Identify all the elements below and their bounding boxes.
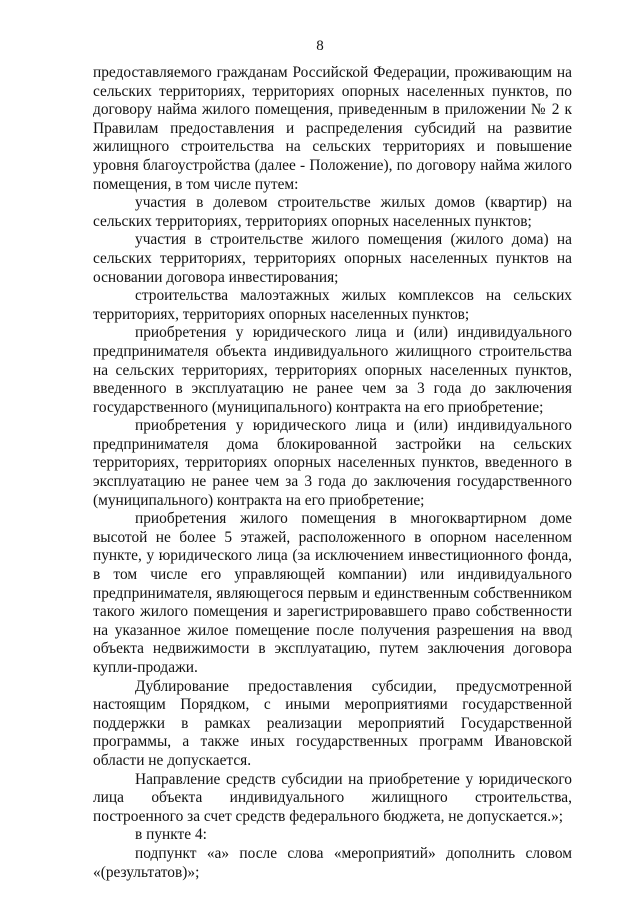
paragraph-subclause-a: подпункт «а» после слова «мероприятий» дополнить словом «(результатов)»;	[93, 844, 572, 881]
paragraph-continuation: предоставляемого гражданам Российской Федерации, проживающим на сельских территориях, территориях опорных населенных пунктов, по договору найма жилого помещения, приведенным в приложении № 2 к Правилам предоставления и распределения субсидий на развитие жилищного строительства на сельских территориях и повышение уровня благоустройства (далее - Положение), по договору найма жилого помещения, в том числе путем:	[93, 64, 572, 193]
paragraph-construction-investment: участия в строительстве жилого помещения (жилого дома) на сельских территориях, территориях опорных населенных пунктов на основании договора инвестирования;	[93, 231, 572, 286]
paragraph-apartment-purchase: приобретения жилого помещения в многоквартирном доме высотой не более 5 этажей, расположенного в опорном населенном пункте, у юридического лица (за исключением инвестиционного фонда, в том числе его управляющей компании) или индивидуального предпринимателя, являющегося первым и единственным собственником такого жилого помещения и зарегистрировавшего право собственности на указанное жилое помещение после получения разрешения на ввод объекта недвижимости в эксплуатацию, путем заключения договора купли-продажи.	[93, 510, 572, 676]
paragraph-shared-construction: участия в долевом строительстве жилых домов (квартир) на сельских территориях, территориях опорных населенных пунктов;	[93, 194, 572, 230]
document-body	[93, 64, 572, 882]
paragraph-low-rise-complexes: строительства малоэтажных жилых комплексов на сельских территориях, территориях опорных населенных пунктов;	[93, 287, 572, 323]
page-number: 8	[316, 38, 324, 54]
paragraph-individual-house-purchase: приобретения у юридического лица и (или) индивидуального предпринимателя объекта индивидуального жилищного строительства на сельских территориях, территориях опорных населенных пунктов, введенного в эксплуатацию не ранее чем за 3 года до заключения государственного (муниципального) контракта на его приобретение;	[93, 324, 572, 416]
paragraph-block-house-purchase: приобретения у юридического лица и (или) индивидуального предпринимателя дома блокированной застройки на сельских территориях, территориях опорных населенных пунктов, введенного в эксплуатацию не ранее чем за 3 года до заключения государственного (муниципального) контракта на его приобретение;	[93, 417, 572, 509]
paragraph-federal-funds: Направление средств субсидии на приобретение у юридического лица объекта индивидуального жилищного строительства, построенного за счет средств федерального бюджета, не допускается.»;	[93, 770, 572, 825]
paragraph-duplication-prohibited: Дублирование предоставления субсидии, предусмотренной настоящим Порядком, с иными мероприятиями государственной поддержки в рамках реализации мероприятий Государственной программы, а также иных государственных программ Ивановской области не допускается.	[93, 677, 572, 769]
paragraph-clause-4: в пункте 4:	[135, 826, 207, 844]
